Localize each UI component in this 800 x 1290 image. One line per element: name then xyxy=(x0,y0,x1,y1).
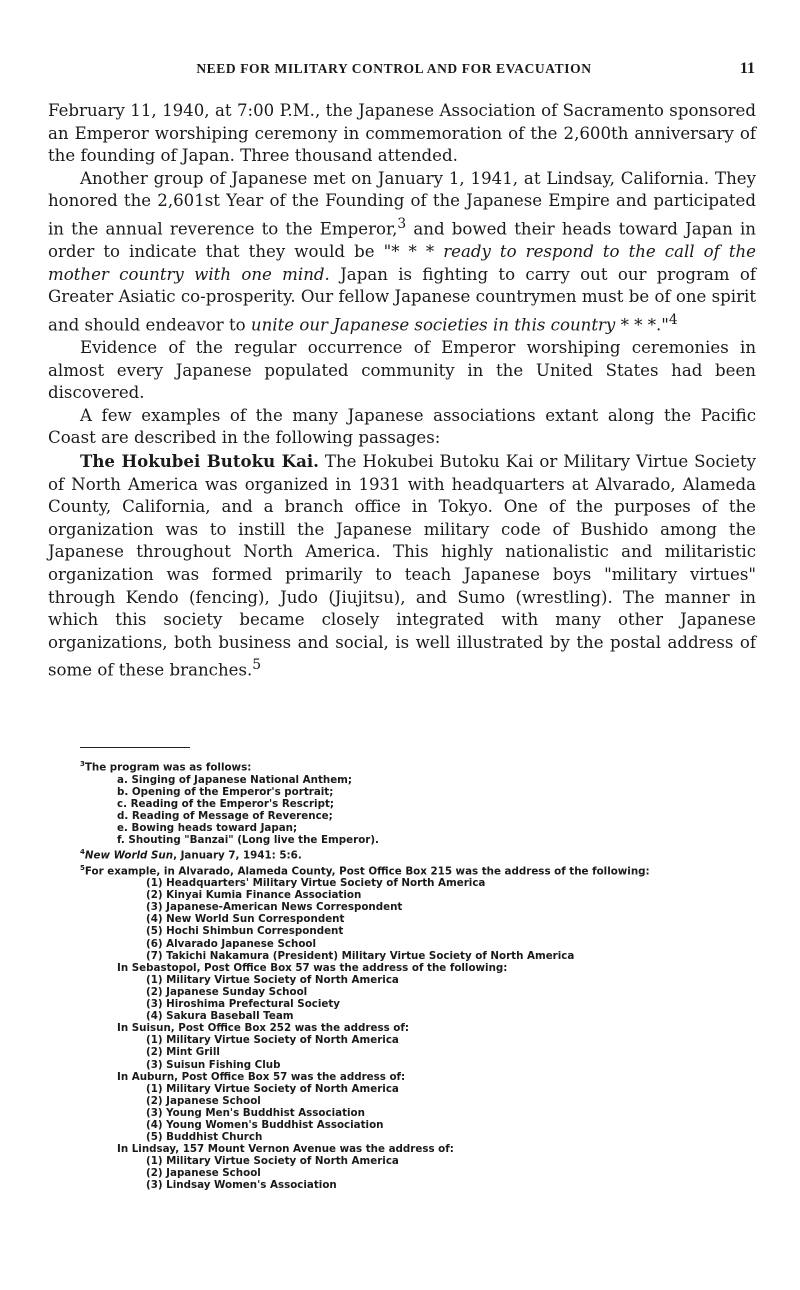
suisun-address-item: (1) Military Virtue Society of North America xyxy=(146,1034,399,1047)
running-head: NEED FOR MILITARY CONTROL AND FOR EVACUATION xyxy=(196,61,592,76)
paragraph-5-text: The Hokubei Butoku Kai or Military Virtue Society of North America was organized in 1931 with headquarters at Alvarado, Alameda County, California, and a branch office in Tokyo. One of the purposes of the organization was to instill the Japanese military code of Bushido among the Japanese throughout North America. This highly nationalistic and militaristic organization was formed primarily to teach Japanese boys "military virtues" through Kendo (fencing), Judo (Jiujitsu), and Sumo (wrestling). The manner in which this society became closely integrated with many other Japanese organizations, both business and social, is well illustrated by the postal address of some of these branches. xyxy=(48,451,756,680)
lindsay-list xyxy=(80,1155,770,1191)
suisun-intro: In Suisun, Post Office Box 252 was the address of: xyxy=(117,1022,409,1035)
lindsay-intro: In Lindsay, 157 Mount Vernon Avenue was the address of: xyxy=(117,1143,454,1156)
auburn-address-item: (1) Military Virtue Society of North America xyxy=(146,1082,399,1095)
lindsay-address-item: (1) Military Virtue Society of North America xyxy=(146,1155,399,1168)
footnote-divider xyxy=(80,747,190,748)
paragraph-5 xyxy=(48,450,756,682)
footnote-4-mark: 4 xyxy=(80,848,85,857)
paragraph-4: A few examples of the many Japanese associations extant along the Pacific Coast are described in the following passages: xyxy=(48,405,756,448)
alvarado-address-item: (7) Takichi Nakamura (President) Military Virtue Society of North America xyxy=(146,949,575,962)
footnote-ref-3: 3 xyxy=(397,215,407,232)
paragraph-3: Evidence of the regular occurrence of Emperor worshiping ceremonies in almost every Japanese populated community in the United States had been discovered. xyxy=(48,338,756,403)
paragraph-2-text-a: Another group of Japanese met on January 1, 1941, at Lindsay, California. They honored the 2,601st Year of the Founding of the Japanese Empire and participated in the annual reverence to the Emperor, xyxy=(48,168,756,239)
paragraph-2-emphasis-2: unite our Japanese societies in this country xyxy=(250,315,616,335)
paragraph-2-text-c: Japan is fighting to carry out our program of Greater Asiatic co-prosperity. Our fellow Japanese countrymen must be of one spirit and should endeavor to xyxy=(48,264,756,335)
footnote-3-list xyxy=(80,774,770,847)
footnote-ref-5: 5 xyxy=(252,657,262,674)
footnote-3-item: f. Shouting "Banzai" (Long live the Emperor). xyxy=(117,833,379,846)
alvarado-address-item: (5) Hochi Shimbun Correspondent xyxy=(146,925,344,938)
footnote-5-intro-text: For example, in Alvarado, Alameda County, Post Office Box 215 was the address of the following: xyxy=(84,865,650,878)
suisun-list xyxy=(80,1034,770,1070)
sebastopol-list xyxy=(80,974,770,1022)
alvarado-address-item: (6) Alvarado Japanese School xyxy=(146,937,317,950)
footnotes xyxy=(80,758,770,1192)
lindsay-address-item: (2) Japanese School xyxy=(146,1167,261,1180)
auburn-address-item: (4) Young Women's Buddhist Association xyxy=(146,1118,384,1131)
body-text xyxy=(48,100,756,682)
footnote-4 xyxy=(80,846,770,862)
section-run-in-heading: The Hokubei Butoku Kai. xyxy=(80,450,319,471)
sebastopol-address-item: (4) Sakura Baseball Team xyxy=(146,1010,294,1023)
footnote-3-intro xyxy=(80,758,770,774)
alvarado-address-item: (2) Kinyai Kumia Finance Association xyxy=(146,889,362,902)
page-number: 11 xyxy=(739,60,755,77)
alvarado-address-item: (1) Headquarters' Military Virtue Society of North America xyxy=(146,877,486,890)
alvarado-address-item: (3) Japanese-American News Correspondent xyxy=(146,901,403,914)
paragraph-2 xyxy=(48,168,756,337)
page-header xyxy=(48,60,755,78)
footnote-3-item: d. Reading of Message of Reverence; xyxy=(117,809,333,822)
footnote-3-item: a. Singing of Japanese National Anthem; xyxy=(117,773,353,786)
footnote-5-mark: 5 xyxy=(80,863,85,872)
footnote-3-item: b. Opening of the Emperor's portrait; xyxy=(117,785,334,798)
paragraph-2-text-d: * * *." xyxy=(615,315,669,335)
alvarado-list xyxy=(80,877,770,962)
sebastopol-address-item: (2) Japanese Sunday School xyxy=(146,985,308,998)
suisun-address-item: (2) Mint Grill xyxy=(146,1046,220,1059)
sebastopol-address-item: (3) Hiroshima Prefectural Society xyxy=(146,998,341,1011)
footnote-4-text: , January 7, 1941: 5:6. xyxy=(173,849,302,862)
auburn-intro: In Auburn, Post Office Box 57 was the address of: xyxy=(117,1070,406,1083)
footnote-ref-4: 4 xyxy=(668,311,678,328)
footnote-3-intro-text: The program was as follows: xyxy=(84,761,252,774)
auburn-address-item: (5) Buddhist Church xyxy=(146,1131,263,1144)
auburn-address-item: (2) Japanese School xyxy=(146,1094,261,1107)
sebastopol-intro: In Sebastopol, Post Office Box 57 was the address of the following: xyxy=(117,961,508,974)
footnote-3-item: e. Bowing heads toward Japan; xyxy=(117,821,298,834)
sebastopol-address-item: (1) Military Virtue Society of North America xyxy=(146,973,399,986)
paragraph-2-emphasis-1: ready to respond to the call of the mother country with one mind. xyxy=(48,242,756,284)
alvarado-address-item: (4) New World Sun Correspondent xyxy=(146,913,345,926)
paragraph-2-text-b: and bowed their heads toward Japan in order to indicate that they would be "* * * xyxy=(48,219,756,262)
suisun-address-item: (3) Suisun Fishing Club xyxy=(146,1058,281,1071)
auburn-list xyxy=(80,1083,770,1143)
footnote-5-intro xyxy=(80,862,770,878)
footnote-4-title: New World Sun xyxy=(84,849,174,862)
footnote-3-mark: 3 xyxy=(80,760,85,768)
lindsay-address-item: (3) Lindsay Women's Association xyxy=(146,1179,337,1192)
footnote-3-item: c. Reading of the Emperor's Rescript; xyxy=(117,797,334,810)
auburn-address-item: (3) Young Men's Buddhist Association xyxy=(146,1106,365,1119)
paragraph-1: February 11, 1940, at 7:00 P.M., the Japanese Association of Sacramento sponsored an Emperor worshiping ceremony in commemoration of the 2,600th anniversary of the founding of Japan. Three thousand attended. xyxy=(48,101,756,166)
